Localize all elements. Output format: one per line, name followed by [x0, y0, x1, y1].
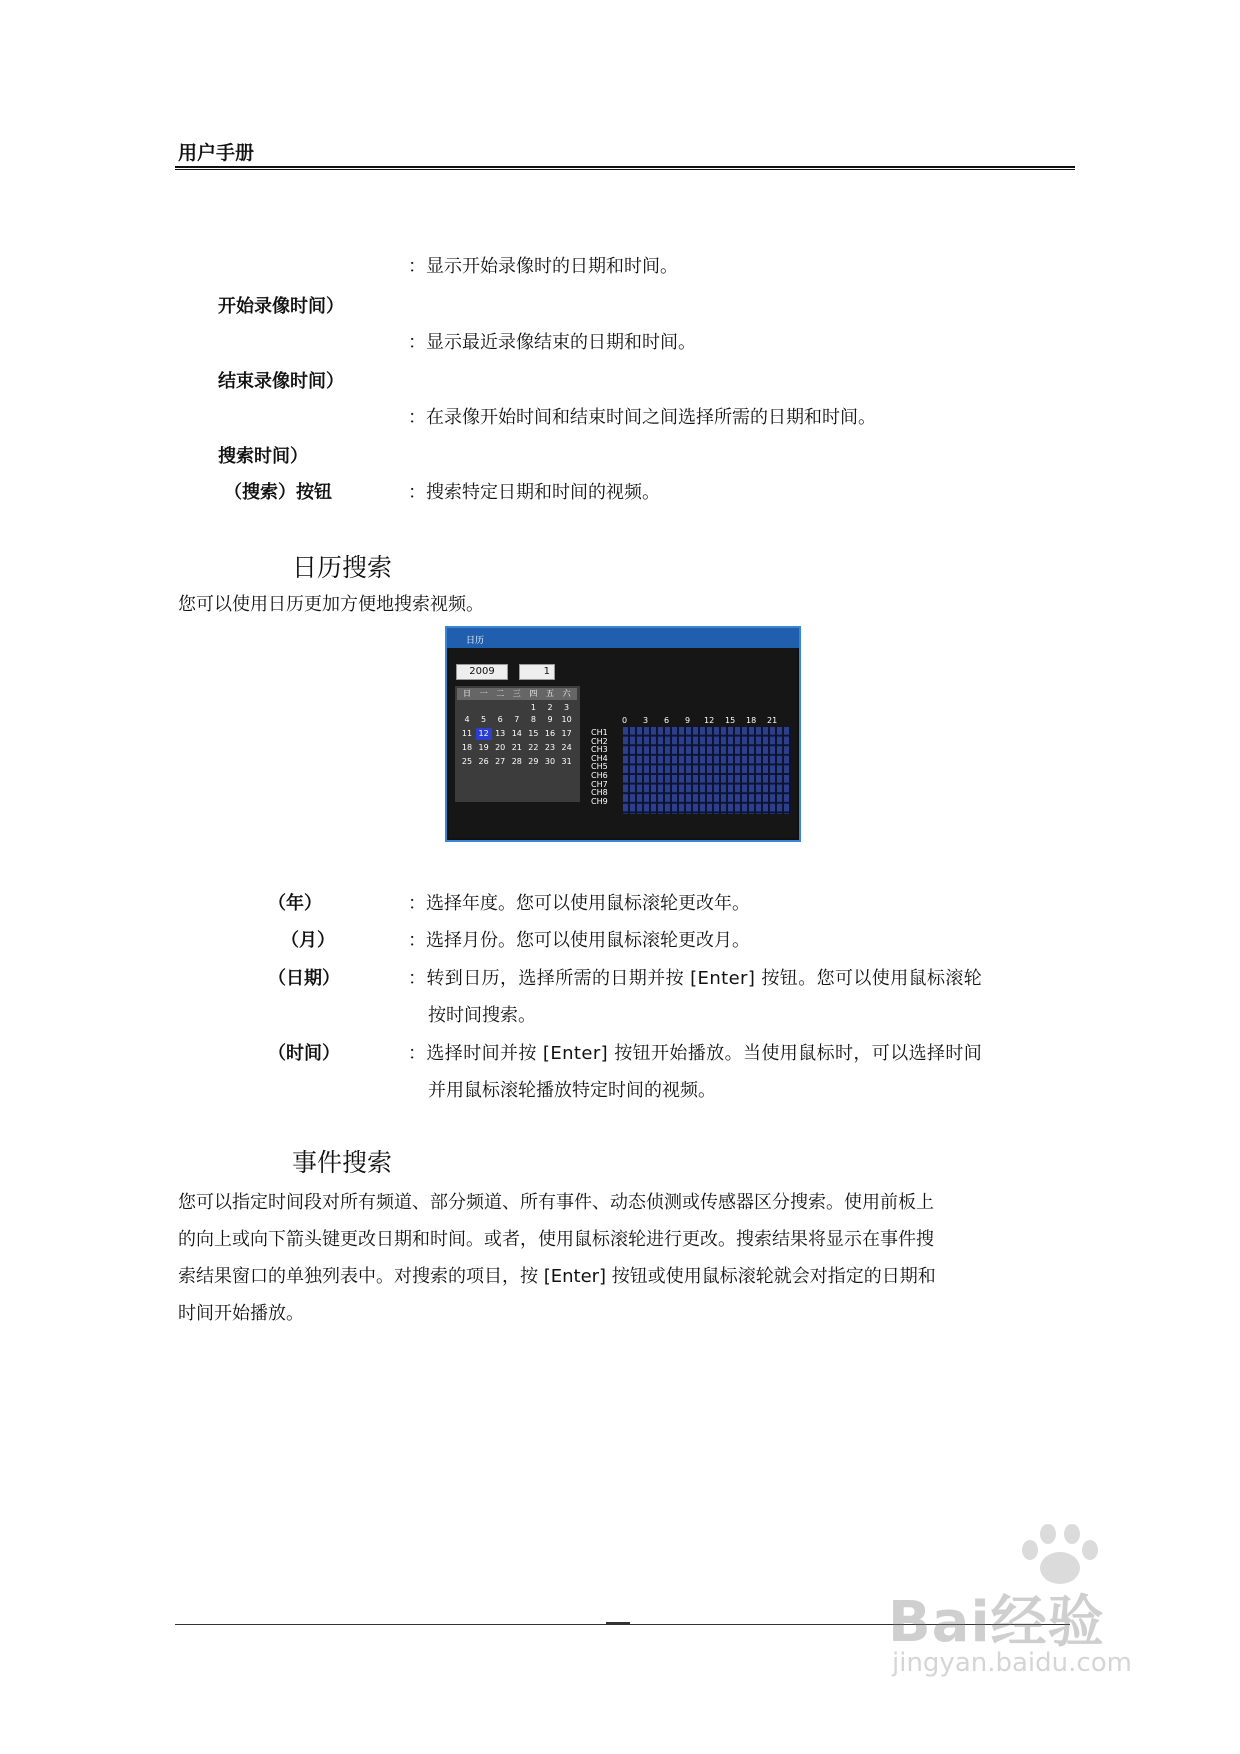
item-date-term: （日期）	[268, 968, 340, 989]
calendar-window-body	[449, 648, 797, 838]
channel-label: CH7	[591, 779, 608, 789]
channel-label: CH6	[591, 771, 608, 780]
calendar-weekday-label: 四	[529, 689, 538, 698]
calendar-week-row	[459, 714, 577, 726]
item-year-term: （年）	[268, 893, 322, 914]
calendar-weekday-label: 日	[463, 689, 471, 698]
calendar-day	[459, 702, 475, 714]
calendar-day[interactable]: 12	[476, 728, 492, 740]
timeline-hour-label: 21	[767, 716, 778, 725]
calendar-day[interactable]: 13	[495, 729, 506, 738]
timeline-hour-label: 3	[643, 716, 649, 725]
calendar-day[interactable]: 29	[528, 757, 539, 766]
calendar-day[interactable]: 24	[561, 743, 572, 752]
timeline-hour-label: 0	[622, 716, 628, 725]
year-spinner[interactable]: 2009	[456, 664, 508, 680]
item-search-button-term: （搜索）按钮	[224, 482, 332, 503]
calendar-weekday-label: 六	[562, 689, 571, 698]
item-end-time-desc: ：显示最近录像结束的日期和时间。	[408, 332, 696, 353]
watermark-brand: Bai经验	[888, 1590, 1105, 1655]
item-time-desc: ：选择时间并按 [Enter] 按钮开始播放。当使用鼠标时，可以选择时间	[408, 1043, 983, 1064]
calendar-weekday-row	[459, 688, 577, 700]
calendar-day[interactable]: 28	[511, 757, 522, 766]
calendar-day[interactable]: 22	[528, 743, 539, 752]
page-header-title: 用户手册	[178, 142, 255, 164]
item-time-desc-cont: 并用鼠标滚轮播放特定时间的视频。	[428, 1080, 716, 1101]
item-date-desc-cont: 按时间搜索。	[428, 1005, 536, 1026]
channel-label: CH2	[591, 736, 608, 746]
calendar-window-title: 日历	[466, 636, 485, 646]
timeline-hour-label: 12	[704, 716, 715, 725]
channel-label: CH4	[591, 753, 608, 763]
calendar-week-row	[459, 728, 577, 740]
event-section-paragraph	[178, 1184, 1068, 1332]
calendar-day	[492, 702, 508, 714]
item-search-time-term: 搜索时间）	[218, 446, 308, 467]
calendar-day[interactable]: 20	[495, 743, 506, 752]
calendar-section-title: 日历搜索	[292, 553, 393, 582]
calendar-day[interactable]: 9	[547, 715, 553, 724]
calendar-day	[476, 702, 492, 714]
calendar-day	[509, 702, 525, 714]
item-month-desc: ：选择月份。您可以使用鼠标滚轮更改月。	[408, 930, 750, 951]
month-spinner[interactable]: 1	[519, 664, 555, 680]
watermark-url: jingyan.baidu.com	[892, 1648, 1132, 1678]
calendar-day[interactable]: 19	[478, 743, 489, 752]
calendar-day[interactable]: 21	[511, 743, 522, 752]
timeline-hour-label: 9	[685, 716, 691, 725]
calendar-day[interactable]: 31	[561, 757, 572, 766]
calendar-day[interactable]: 14	[511, 729, 522, 738]
calendar-day[interactable]: 17	[561, 729, 572, 738]
calendar-day[interactable]: 1	[530, 703, 536, 712]
calendar-day[interactable]: 25	[461, 757, 473, 766]
calendar-day[interactable]: 27	[495, 757, 506, 766]
item-date-desc: ：转到日历，选择所需的日期并按 [Enter] 按钮。您可以使用鼠标滚轮	[408, 968, 983, 989]
calendar-weekday-label: 二	[496, 689, 505, 698]
timeline-hour-labels	[622, 716, 792, 726]
calendar-weekday-label: 三	[512, 689, 521, 698]
calendar-day[interactable]: 30	[544, 757, 556, 766]
calendar-day[interactable]: 23	[544, 743, 556, 752]
calendar-screenshot	[445, 626, 801, 842]
timeline-hour-label: 6	[664, 716, 670, 725]
event-paragraph-line: 时间开始播放。	[178, 1303, 304, 1324]
calendar-window-titlebar	[447, 628, 799, 648]
event-paragraph-line: 索结果窗口的单独列表中。对搜索的项目，按 [Enter] 按钮或使用鼠标滚轮就会对指定的日期和	[178, 1266, 936, 1287]
calendar-day[interactable]: 18	[461, 743, 473, 752]
calendar-day[interactable]: 26	[478, 757, 489, 766]
item-start-time-desc: ：显示开始录像时的日期和时间。	[408, 256, 678, 277]
calendar-week-row	[459, 756, 577, 768]
item-search-button-desc: ：搜索特定日期和时间的视频。	[408, 482, 660, 503]
calendar-day[interactable]: 3	[564, 703, 570, 712]
calendar-day[interactable]: 6	[497, 715, 503, 724]
channel-label: CH3	[591, 745, 608, 755]
timeline-hour-label: 18	[746, 716, 757, 725]
channel-label: CH1	[591, 728, 608, 737]
calendar-section-intro: 您可以使用日历更加方便地搜索视频。	[178, 594, 484, 615]
channel-label: CH9	[591, 796, 608, 806]
calendar-day[interactable]: 2	[547, 703, 553, 712]
page-number-mark	[606, 1622, 630, 1625]
item-month-term: （月）	[281, 930, 335, 951]
calendar-day[interactable]: 7	[514, 715, 520, 724]
calendar-weekday-label: 一	[479, 689, 488, 698]
calendar-day[interactable]: 11	[461, 729, 473, 738]
channel-label: CH5	[591, 762, 608, 772]
item-search-time-desc: ：在录像开始时间和结束时间之间选择所需的日期和时间。	[408, 407, 876, 428]
calendar-day[interactable]: 15	[528, 729, 539, 738]
timeline-hour-label: 15	[725, 716, 736, 725]
calendar-day[interactable]: 5	[481, 715, 487, 724]
calendar-week-row	[459, 702, 577, 714]
item-start-time-term: 开始录像时间）	[218, 296, 344, 317]
event-paragraph-line: 的向上或向下箭头键更改日期和时间。或者，使用鼠标滚轮进行更改。搜索结果将显示在事件搜	[178, 1229, 934, 1250]
recording-timeline-row-separators	[623, 727, 791, 814]
calendar-week-row	[459, 742, 577, 754]
header-divider	[175, 166, 1075, 170]
baidu-watermark-logo	[880, 1520, 1180, 1690]
item-time-term: （时间）	[268, 1043, 340, 1064]
event-section-title: 事件搜索	[292, 1148, 393, 1177]
event-paragraph-line: 您可以指定时间段对所有频道、部分频道、所有事件、动态侦测或传感器区分搜索。使用前板上	[178, 1192, 934, 1213]
calendar-day[interactable]: 4	[464, 715, 470, 724]
calendar-weekday-label: 五	[546, 689, 554, 698]
item-end-time-term: 结束录像时间）	[218, 371, 344, 392]
channel-label: CH8	[591, 788, 608, 798]
calendar-day[interactable]: 16	[544, 729, 556, 738]
calendar-grid	[455, 686, 580, 802]
item-year-desc: ：选择年度。您可以使用鼠标滚轮更改年。	[408, 893, 750, 914]
calendar-day[interactable]: 8	[530, 715, 536, 724]
calendar-day[interactable]: 10	[561, 715, 572, 724]
